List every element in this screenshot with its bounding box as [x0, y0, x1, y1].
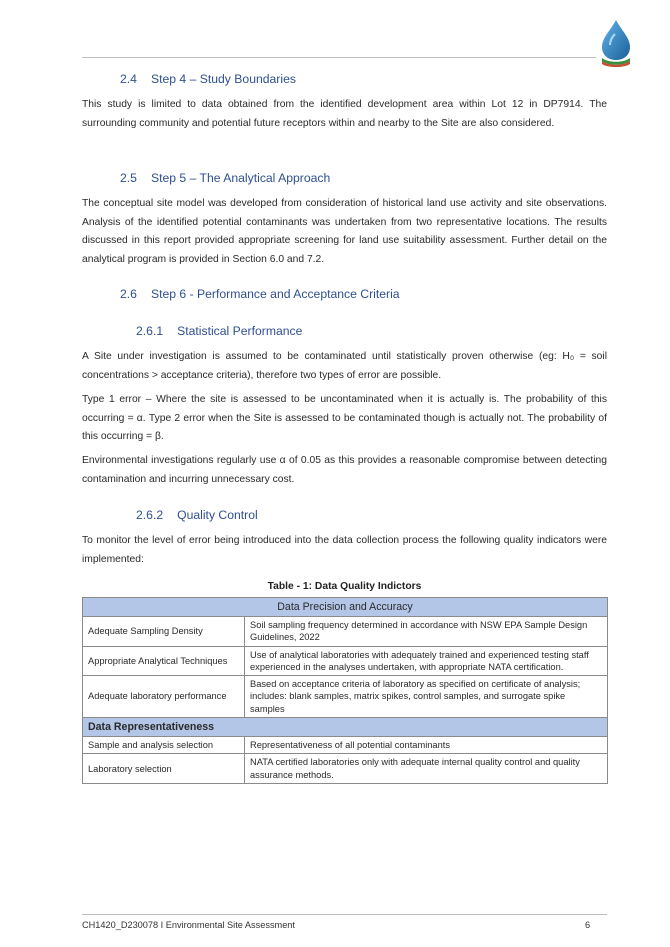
statistical-performance-p3: Environmental investigations regularly use α of 0.05 as this provides a reasonable compromise between detecting contamination and incurring unnecessary cost.: [82, 455, 607, 485]
statistical-performance-p1: A Site under investigation is assumed to be contaminated until statistically proven otherwise (eg: H₀ = soil concentrations > acceptance criteria), therefore two types of error are possible.: [82, 351, 607, 381]
section-number: 2.5: [120, 171, 137, 185]
section-title: Step 4 – Study Boundaries: [150, 72, 296, 86]
footer-rule: [82, 914, 607, 915]
section-2-5-body: The conceptual site model was developed from consideration of historical land use activity and site observations. Analysis of the identified potential contaminants was undertaken from two representative locations. The results discussed in this report provided appropriate screening for land use suitability assessment. Further detail on the analytical program is provided in Section 6.0 and 7.2.: [82, 198, 607, 265]
section-2-6-2-heading: [136, 508, 258, 522]
section-2-4-body: This study is limited to data obtained from the identified development area within Lot 12 in DP7914. The surrounding community and potential future receptors within and nearby to the Site are also considered.: [82, 99, 607, 129]
row-description: NATA certified laboratories only with adequate internal quality control and quality assurance methods.: [245, 754, 608, 784]
table-section-header: [83, 718, 608, 737]
row-description: Representativeness of all potential contaminants: [245, 737, 608, 754]
section-number: 2.4: [120, 72, 137, 86]
section-number: 2.6.1: [136, 324, 164, 338]
table-section-label: Data Precision and Accuracy: [83, 598, 608, 617]
row-description: Use of analytical laboratories with adequately trained and experienced testing staff experienced in the analyses undertaken, with appropriate NATA certification.: [245, 646, 608, 676]
section-2-6-1-heading: [136, 324, 302, 338]
footer-document-id: CH1420_D230078 I Environmental Site Assessment: [82, 920, 295, 930]
table-row: [83, 676, 608, 718]
row-description: Based on acceptance criteria of laboratory as specified on certificate of analysis; includes: blank samples, matrix spikes, control samples, and surrogate spike samples: [245, 676, 608, 718]
table-section-header: [83, 598, 608, 617]
section-2-4-heading: [120, 72, 296, 86]
water-drop-logo: [598, 18, 634, 68]
table-row: [83, 646, 608, 676]
section-2-5-heading: [120, 171, 330, 185]
table-title: Table - 1: Data Quality Indictors: [267, 581, 422, 592]
row-label: Appropriate Analytical Techniques: [83, 646, 245, 676]
table-row: [83, 737, 608, 754]
statistical-performance-p2: Type 1 error – Where the site is assessed to be uncontaminated when it is actually is. The probability of this occurring = α. Type 2 error when the Site is assessed to be contaminated though is actually not. The probability of this occurring = β.: [82, 394, 607, 443]
section-number: 2.6.2: [136, 508, 164, 522]
page-number: 6: [585, 920, 591, 930]
row-label: Adequate laboratory performance: [83, 676, 245, 718]
section-title: Step 5 – The Analytical Approach: [150, 171, 331, 185]
section-number: 2.6: [120, 287, 137, 301]
table-section-label: Data Representativeness: [83, 718, 608, 737]
quality-control-p1: To monitor the level of error being introduced into the data collection process the following quality indicators were implemented:: [82, 535, 607, 565]
row-label: Laboratory selection: [83, 754, 245, 784]
row-label: Adequate Sampling Density: [83, 617, 245, 647]
header-rule: [82, 57, 596, 58]
data-quality-table: [82, 597, 608, 784]
section-2-6-heading: [120, 287, 400, 301]
section-title: Quality Control: [177, 508, 258, 522]
row-label: Sample and analysis selection: [83, 737, 245, 754]
section-title: Statistical Performance: [177, 324, 303, 338]
table-row: [83, 617, 608, 647]
row-description: Soil sampling frequency determined in accordance with NSW EPA Sample Design Guidelines, 2022: [245, 617, 608, 647]
section-title: Step 6 - Performance and Acceptance Criteria: [150, 287, 400, 301]
table-row: [83, 754, 608, 784]
